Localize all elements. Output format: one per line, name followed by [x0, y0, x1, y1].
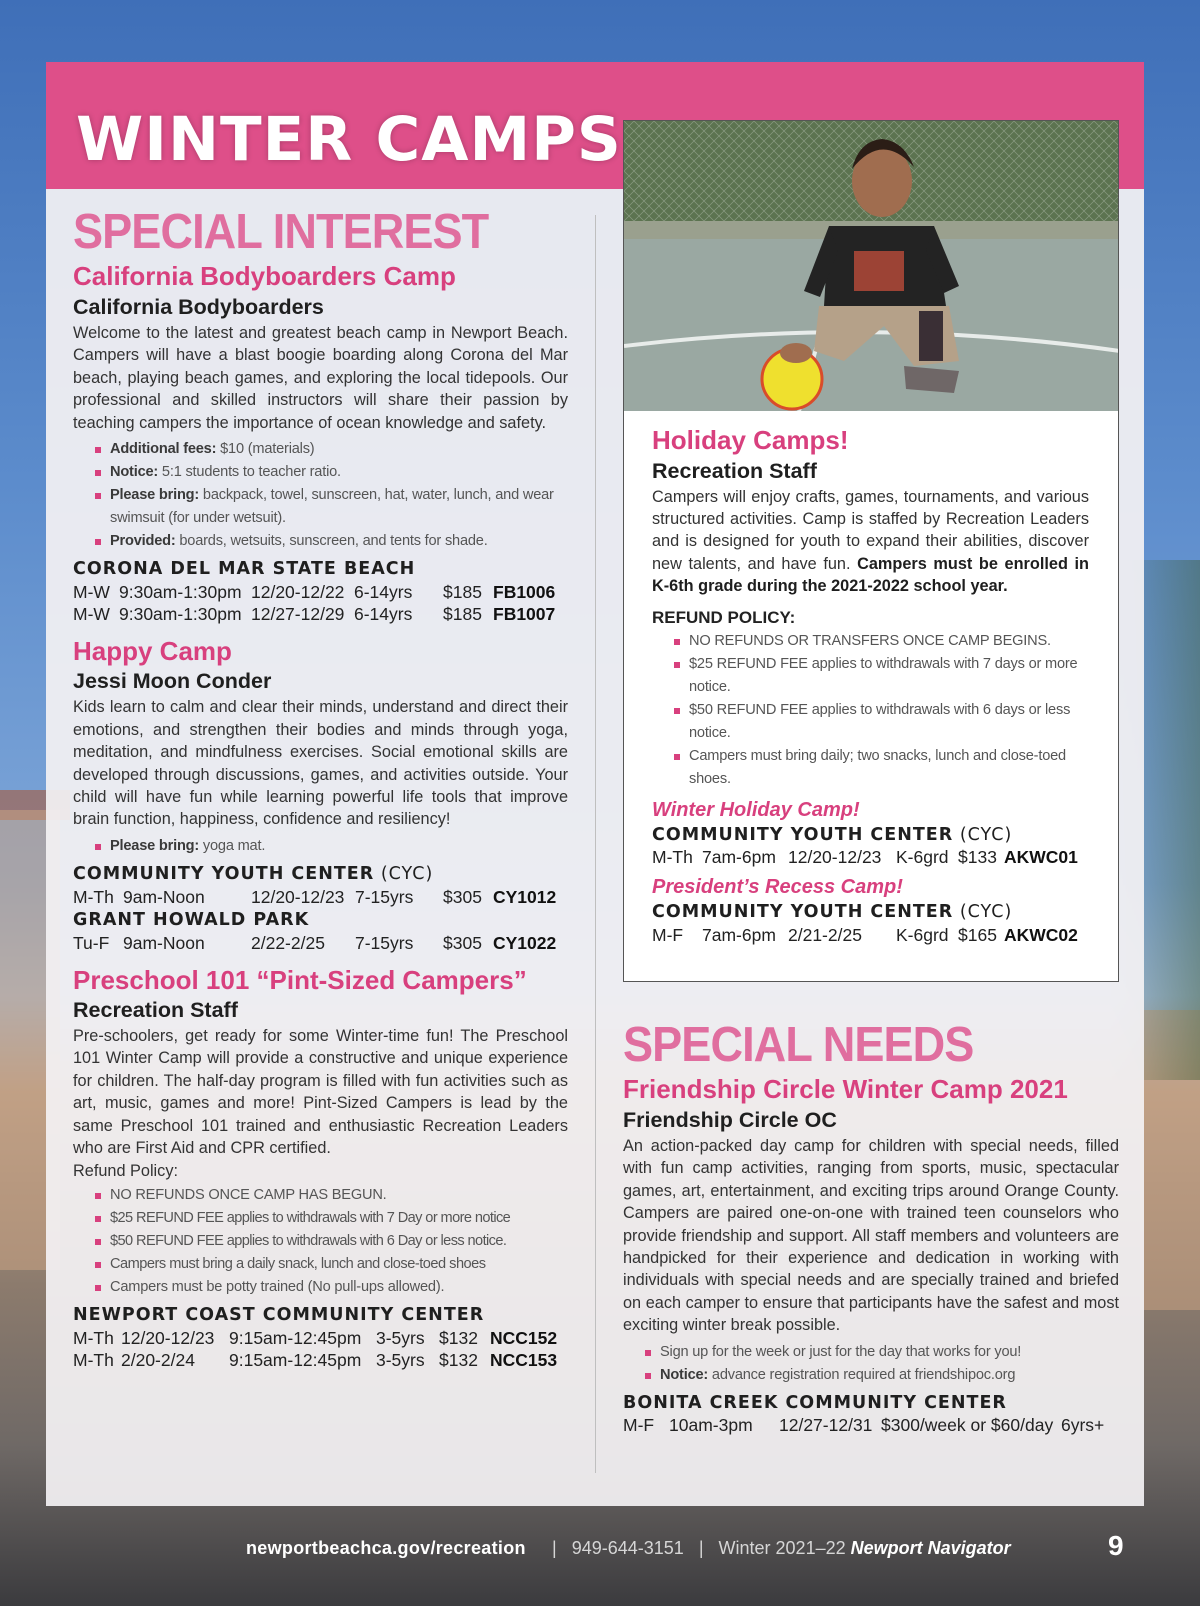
footer-info — [552, 1538, 1011, 1559]
camp-details-list — [643, 1341, 1119, 1387]
list-item: Notice: advance registration required at friendshipoc.org — [643, 1364, 1119, 1387]
section-title-special-needs: SPECIAL NEEDS — [623, 1018, 974, 1072]
location-name: CORONA DEL MAR STATE BEACH — [73, 558, 416, 579]
refund-policy-list — [672, 630, 1089, 791]
location-name: GRANT HOWALD PARK — [73, 909, 310, 930]
location-name: COMMUNITY YOUTH CENTER (CYC) — [73, 863, 434, 884]
page-number: 9 — [1108, 1530, 1124, 1561]
column-divider — [595, 215, 596, 1473]
list-item: Please bring: backpack, towel, sunscreen, hat, water, lunch, and wear swimsuit (for under wetsuit). — [93, 484, 568, 530]
refund-policy-title: REFUND POLICY: — [652, 607, 796, 627]
camp-subtitle-winter: Winter Holiday Camp! — [652, 798, 860, 821]
page-footer — [0, 1528, 1200, 1568]
schedule-row: Tu-F 9am-Noon 2/22-2/25 7-15yrs $305 CY1022 — [73, 932, 557, 953]
camp-description: Campers will enjoy crafts, games, tournaments, and various structured activities. Camp is staffed by Recreation Leaders and is designed for youth to expand their abilities, discover new talents, and have fun. Campers must be enrolled in K-6th grade during the 2021-2022 school year. — [652, 487, 1089, 596]
list-item: Campers must bring daily; two snacks, lunch and close-toed shoes. — [672, 745, 1089, 791]
list-item: $50 REFUND FEE applies to withdrawals with 6 days or less notice. — [672, 699, 1089, 745]
holiday-camps-content — [652, 424, 1089, 946]
list-item: Sign up for the week or just for the day that works for you! — [643, 1341, 1119, 1364]
camp-org: Recreation Staff — [652, 458, 817, 483]
left-column — [73, 207, 568, 1371]
schedule-row: M-F 7am-6pm 2/21-2/25 K-6grd $165 AKWC02 — [652, 925, 1078, 946]
camp-title-preschool: Preschool 101 “Pint-Sized Campers” — [73, 964, 527, 995]
camp-description: Pre-schoolers, get ready for some Winter-time fun! The Preschool 101 Winter Camp will provide a constructive and unique experience for children. The half-day program is filled with fun activities such as art, music, games and more! Pint-Sized Campers is lead by the same Preschool 101 trained and enthusiastic Recreation Leaders who are First Aid and CPR certified. — [73, 1027, 568, 1158]
location-name: BONITA CREEK COMMUNITY CENTER — [623, 1392, 1007, 1413]
location-name: COMMUNITY YOUTH CENTER (CYC) — [652, 824, 1013, 845]
refund-policy-list — [93, 1184, 568, 1299]
season-label: Winter 2021–22 — [718, 1538, 846, 1558]
location-name: COMMUNITY YOUTH CENTER (CYC) — [652, 902, 1013, 923]
camp-title-holiday: Holiday Camps! — [652, 425, 849, 455]
camp-org: Recreation Staff — [73, 998, 238, 1023]
camp-details-list — [93, 438, 568, 553]
footer-separator: | — [552, 1538, 557, 1558]
holiday-camps-box — [623, 120, 1119, 982]
page-title: WINTER CAMPS — [76, 104, 622, 175]
course-code[interactable]: CY1012 — [493, 886, 557, 907]
schedule-row: M-W 9:30am-1:30pm 12/27-12/29 6-14yrs $185 FB1007 — [73, 603, 556, 624]
camp-title-bodyboarders: California Bodyboarders Camp — [73, 261, 456, 292]
schedule-row: M-F 10am-3pm 12/27-12/31 $300/week or $60/day 6yrs+ — [623, 1415, 1105, 1436]
location-name: NEWPORT COAST COMMUNITY CENTER — [73, 1304, 485, 1325]
camp-org: Friendship Circle OC — [623, 1107, 837, 1132]
phone-number: 949-644-3151 — [571, 1538, 684, 1558]
camp-subtitle-presidents: President’s Recess Camp! — [652, 876, 903, 899]
course-code[interactable]: CY1022 — [493, 932, 557, 953]
refund-policy-label: Refund Policy: — [73, 1161, 178, 1180]
camp-org: Jessi Moon Conder — [73, 669, 272, 694]
course-code[interactable]: NCC152 — [490, 1327, 558, 1348]
list-item: NO REFUNDS OR TRANSFERS ONCE CAMP BEGINS. — [672, 630, 1089, 653]
list-item: Campers must bring a daily snack, lunch and close-toed shoes — [93, 1253, 568, 1276]
schedule-row: M-W 9:30am-1:30pm 12/20-12/22 6-14yrs $185 FB1006 — [73, 581, 556, 602]
course-code[interactable]: FB1007 — [493, 603, 556, 624]
list-item: Provided: boards, wetsuits, sunscreen, and tents for shade. — [93, 530, 568, 553]
special-needs-section — [623, 1020, 1119, 1436]
list-item: $25 REFUND FEE applies to withdrawals with 7 Day or more notice — [93, 1207, 568, 1230]
camp-description: Welcome to the latest and greatest beach camp in Newport Beach. Campers will have a blast boogie boarding along Corona del Mar beach, playing beach games, and exploring the local tidepools. Our professional and skilled instructors will share their passion by teaching campers the importance of ocean knowledge and safety. — [73, 323, 568, 432]
list-item: Additional fees: $10 (materials) — [93, 438, 568, 461]
website-link[interactable]: newportbeachca.gov/recreation — [246, 1538, 526, 1558]
course-code[interactable]: AKWC01 — [1004, 847, 1078, 868]
schedule-row: M-Th 12/20-12/23 9:15am-12:45pm 3-5yrs $132 NCC152 — [73, 1327, 558, 1348]
list-item: $25 REFUND FEE applies to withdrawals with 7 days or more notice. — [672, 653, 1089, 699]
boy-with-ball-image — [624, 121, 1118, 411]
camp-description: An action-packed day camp for children with special needs, filled with fun camp activities, ranging from sports, music, spectacular games, art, entertainment, and exciting trips around Orange County. Campers are paired one-on-one with trained teen counselors who provide friendship and support. All staff members and volunteers are handpicked for their experience and dedication in working with individuals with special needs and are specially trained and briefed on each camper to ensure that participants have the safest and most exciting winter break possible. — [623, 1136, 1119, 1335]
camper-photo — [624, 121, 1118, 411]
list-item: $50 REFUND FEE applies to withdrawals with 6 Day or less notice. — [93, 1230, 568, 1253]
list-item: Campers must be potty trained (No pull-ups allowed). — [93, 1276, 568, 1299]
course-code[interactable]: AKWC02 — [1004, 925, 1078, 946]
course-code[interactable]: FB1006 — [493, 581, 556, 602]
footer-separator: | — [698, 1538, 704, 1558]
camp-org: California Bodyboarders — [73, 294, 324, 319]
camp-title-happy: Happy Camp — [73, 635, 232, 666]
course-code[interactable]: NCC153 — [490, 1349, 558, 1370]
camp-title-friendship: Friendship Circle Winter Camp 2021 — [623, 1074, 1068, 1105]
publication-name: Newport Navigator — [850, 1538, 1011, 1558]
list-item: Notice: 5:1 students to teacher ratio. — [93, 461, 568, 484]
camp-details-list — [93, 835, 568, 858]
camp-description: Kids learn to calm and clear their minds, understand and direct their emotions, and strengthen their bodies and minds through yoga, meditation, and mindfulness exercises. Social emotional skills are developed through discussions, games, and activities outside. Your child will have fun while learning powerful life tools that improve brain function, happiness, confidence and resiliency! — [73, 698, 568, 829]
list-item: NO REFUNDS ONCE CAMP HAS BEGUN. — [93, 1184, 568, 1207]
list-item: Please bring: yoga mat. — [93, 835, 568, 858]
schedule-row: M-Th 7am-6pm 12/20-12/23 K-6grd $133 AKWC01 — [652, 847, 1078, 868]
section-title-special-interest: SPECIAL INTEREST — [73, 205, 489, 259]
schedule-row: M-Th 2/20-2/24 9:15am-12:45pm 3-5yrs $132 NCC153 — [73, 1349, 558, 1370]
schedule-row: M-Th 9am-Noon 12/20-12/23 7-15yrs $305 CY1012 — [73, 886, 557, 907]
